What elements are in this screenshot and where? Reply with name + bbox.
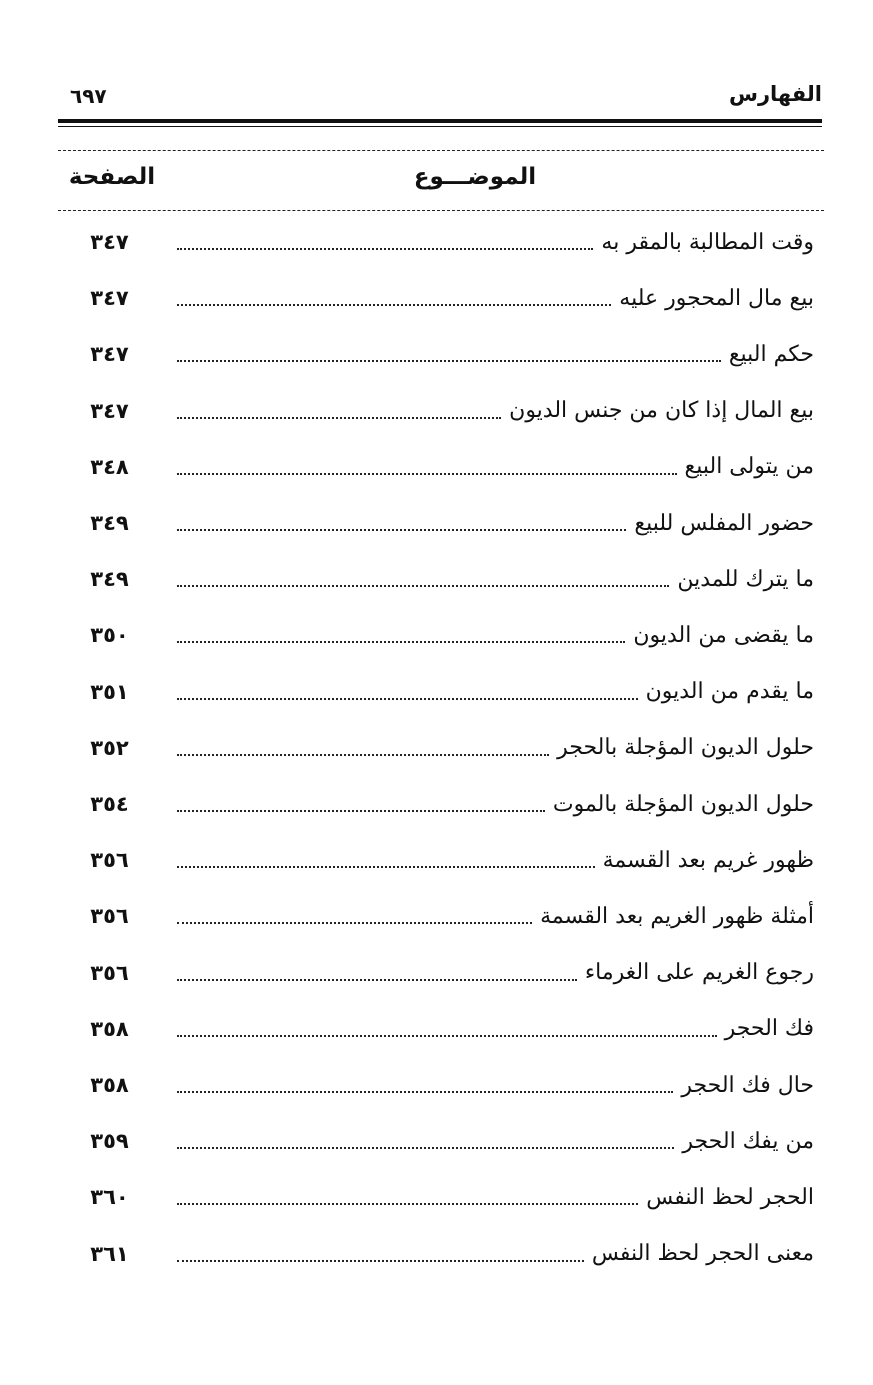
index-entry — [62, 278, 814, 318]
entry-topic: حضور المفلس للبيع — [634, 510, 814, 536]
entry-page-number: ٣٥٠ — [90, 623, 129, 648]
entry-page-number: ٣٤٧ — [90, 342, 129, 367]
dot-leader — [177, 641, 625, 643]
entry-topic: حلول الديون المؤجلة بالحجر — [557, 735, 814, 761]
entry-topic: الحجر لحظ النفس — [646, 1184, 814, 1210]
dot-leader — [177, 922, 532, 924]
index-entry — [62, 896, 814, 936]
index-entry — [62, 672, 814, 712]
running-title: الفهارس — [728, 82, 822, 106]
entry-page-number: ٣٤٩ — [90, 567, 129, 592]
entry-page-number: ٣٥٩ — [90, 1129, 129, 1154]
entry-topic: ما يترك للمدين — [677, 566, 814, 592]
dot-leader — [177, 1035, 717, 1037]
index-entry — [62, 1009, 814, 1049]
topic-column-header: الموضـــوع — [413, 164, 537, 190]
dot-leader — [177, 304, 611, 306]
index-entry — [62, 615, 814, 655]
dot-leader — [177, 1260, 584, 1262]
index-entry — [62, 1234, 814, 1274]
entry-topic: أمثلة ظهور الغريم بعد القسمة — [540, 903, 814, 929]
page-header — [58, 82, 822, 116]
dot-leader — [177, 417, 501, 419]
entry-page-number: ٣٥٦ — [90, 848, 129, 873]
dot-leader — [177, 1203, 638, 1205]
entry-page-number: ٣٤٧ — [90, 286, 129, 311]
entry-page-number: ٣٥٨ — [90, 1073, 129, 1097]
entry-topic: حال فك الحجر — [681, 1072, 814, 1098]
page-column-header: الصفحة — [68, 164, 156, 190]
dot-leader — [177, 698, 638, 700]
entry-topic: معنى الحجر لحظ النفس — [591, 1241, 814, 1267]
header-rule-thick — [58, 119, 822, 123]
entry-page-number: ٣٤٩ — [90, 511, 129, 535]
dot-leader — [177, 248, 593, 250]
entry-topic: حكم البيع — [728, 341, 814, 367]
index-entry — [62, 391, 814, 431]
entry-page-number: ٣٥٤ — [90, 792, 129, 816]
index-entry — [62, 503, 814, 543]
entry-topic: بيع مال المحجور عليه — [619, 285, 814, 311]
index-entry — [62, 334, 814, 374]
entry-topic: وقت المطالبة بالمقر به — [601, 229, 814, 255]
entry-page-number: ٣٥٦ — [90, 904, 129, 929]
index-entry — [62, 447, 814, 487]
dot-leader — [177, 529, 626, 531]
entry-page-number: ٣٤٧ — [90, 230, 129, 254]
entry-topic: رجوع الغريم على الغرماء — [584, 960, 814, 986]
entry-page-number: ٣٦١ — [90, 1241, 129, 1266]
table-top-divider — [58, 150, 824, 151]
header-rule-thin — [58, 126, 822, 127]
entry-page-number: ٣٤٨ — [90, 454, 129, 479]
dot-leader — [177, 1091, 673, 1093]
entry-topic: ظهور غريم بعد القسمة — [602, 847, 814, 873]
entry-topic: ما يقدم من الديون — [645, 679, 814, 705]
index-entry — [62, 1177, 814, 1217]
entry-topic: ما يقضى من الديون — [633, 622, 814, 648]
entry-page-number: ٣٤٧ — [90, 398, 129, 423]
entry-page-number: ٣٥٦ — [90, 960, 129, 985]
entry-topic: بيع المال إذا كان من جنس الديون — [509, 398, 814, 424]
index-entry — [62, 559, 814, 599]
dot-leader — [177, 360, 721, 362]
entry-page-number: ٣٦٠ — [90, 1185, 129, 1210]
entry-topic: من يتولى البيع — [684, 454, 814, 480]
index-entry — [62, 1121, 814, 1161]
dot-leader — [177, 585, 669, 587]
page-number: ٦٩٧ — [70, 84, 107, 108]
entry-topic: فك الحجر — [724, 1016, 814, 1042]
entry-page-number: ٣٥١ — [90, 679, 129, 704]
index-entry — [62, 728, 814, 768]
entry-topic: حلول الديون المؤجلة بالموت — [552, 791, 814, 817]
entry-page-number: ٣٥٢ — [90, 735, 129, 760]
dot-leader — [177, 1147, 674, 1149]
dot-leader — [177, 866, 595, 868]
index-entry — [62, 1065, 814, 1105]
dot-leader — [177, 473, 677, 475]
index-entry — [62, 953, 814, 993]
dot-leader — [177, 979, 577, 981]
dot-leader — [177, 754, 549, 756]
index-entry — [62, 784, 814, 824]
table-header-divider — [58, 210, 824, 211]
entry-topic: من يفك الحجر — [682, 1128, 814, 1154]
index-entry — [62, 222, 814, 262]
entry-page-number: ٣٥٨ — [90, 1016, 129, 1041]
index-entry — [62, 840, 814, 880]
dot-leader — [177, 810, 545, 812]
